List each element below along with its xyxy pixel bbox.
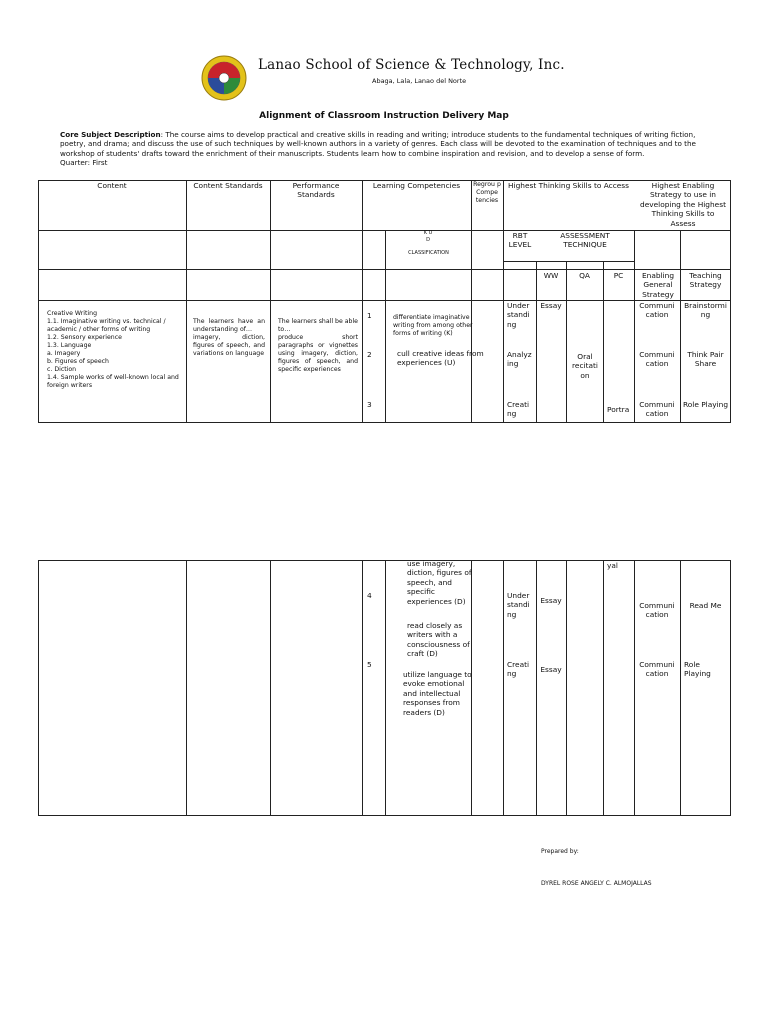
header-content: Content — [97, 181, 127, 190]
enabling-strategy: Communi cation — [639, 660, 675, 679]
rbt-level: Under standi ng — [507, 301, 530, 329]
header-teaching-strategy: Teaching Strategy — [689, 271, 722, 290]
rbt-level: Creati ng — [507, 660, 530, 679]
header-highest-thinking: Highest Thinking Skills to Access — [507, 181, 630, 190]
assessment-pc: yal — [607, 561, 618, 570]
rbt-level: Under standi ng — [507, 591, 530, 619]
enabling-strategy: Communi cation — [639, 301, 675, 320]
assessment-ww: Essay — [540, 596, 562, 605]
rbt-level: Creati ng — [507, 400, 530, 419]
competency-text: utilize language to evoke emotional and intellectual responses from readers (D) — [403, 670, 472, 717]
assessment-ww: Essay — [540, 301, 562, 310]
competency-number: 5 — [367, 660, 372, 669]
competency-number: 1 — [367, 311, 372, 320]
teaching-strategy: Role Playing — [682, 400, 729, 409]
header-enabling-general-strategy: Enabling General Strategy — [641, 271, 675, 299]
competency-text: cull creative ideas from experiences (U) — [397, 349, 484, 368]
competency-text: use imagery, diction, figures of speech, and specific experiences (D) — [407, 559, 472, 606]
enabling-strategy: Communi cation — [639, 350, 675, 369]
assessment-pc: Portra — [607, 405, 630, 414]
quarter-label: Quarter: First — [60, 157, 108, 167]
document-title: Alignment of Classroom Instruction Delivery Map — [259, 111, 509, 121]
competency-text: read closely as writers with a consciousness of craft (D) — [407, 621, 470, 659]
performance-standard-text: The learners shall be able to… produce short paragraphs or vignettes using imagery, diction, figures of speech, and specific experiences — [278, 318, 358, 373]
header-regroup-competencies: Regrou p Compe tencies — [473, 181, 501, 204]
rbt-level: Analyz ing — [507, 350, 532, 369]
description-text: : The course aims to develop practical and creative skills in reading and writing; introduce students to the fundamental techniques of writing fiction, poetry, and drama; and discuss the use of such techniques by well-known authors in a variety of genres. Each class will be devoted to the examination of techniques and to the workshop of students' drafts toward the enrichment of their manuscripts. Students learn how to combine inspiration and revision, and to develop a sense of form. — [60, 130, 696, 158]
competency-text: differentiate imaginative writing from among other forms of writing (K) — [393, 314, 473, 337]
assessment-ww: Essay — [540, 665, 562, 674]
teaching-strategy: Think Pair Share — [687, 350, 724, 369]
teaching-strategy: Brainstormi ng — [684, 301, 727, 320]
school-address: Abaga, Lala, Lanao del Norte — [372, 77, 467, 85]
header-classification: CLASSIFICATION — [408, 250, 449, 256]
enabling-strategy: Communi cation — [639, 601, 675, 620]
header-learning-competencies: Learning Competencies — [372, 181, 461, 190]
header-highest-enabling: Highest Enabling Strategy to use in developing the Highest Thinking Skills to Assess — [640, 181, 726, 228]
content-standard-text: The learners have an understanding of… imagery, diction, figures of speech, and variations on language — [193, 318, 265, 357]
content-text: Creative Writing 1.1. Imaginative writing vs. technical / academic / other forms of writing 1.2. Sensory experience 1.3. Language a. Imagery b. Figures of speech c. Diction 1.4. Sample works of well-known local and foreign writers — [47, 310, 179, 389]
header-content-standards: Content Standards — [193, 181, 263, 190]
competency-number: 3 — [367, 400, 372, 409]
enabling-strategy: Communi cation — [639, 400, 675, 419]
competency-number: 2 — [367, 350, 372, 359]
header-pc: PC — [613, 271, 624, 280]
teaching-strategy: Role Playing — [684, 660, 711, 679]
header-performance-standards: Performance Standards — [292, 181, 340, 200]
header-assessment-technique: ASSESSMENT TECHNIQUE — [560, 231, 610, 250]
course-description — [60, 130, 722, 167]
school-name: Lanao School of Science & Technology, Inc. — [258, 57, 565, 73]
preparer-name: DYREL ROSE ANGELY C. ALMOJALLAS — [541, 880, 652, 887]
header-kud: K U D — [423, 230, 433, 243]
competency-number: 4 — [367, 591, 372, 600]
header-qa: QA — [579, 271, 590, 280]
header-rbt-level: RBT LEVEL — [508, 231, 532, 250]
school-logo — [201, 55, 247, 101]
prepared-by-label: Prepared by: — [541, 848, 579, 855]
assessment-qa: Oral recitati on — [572, 352, 598, 380]
header-ww: WW — [543, 271, 559, 280]
description-label: Core Subject Description — [60, 130, 161, 139]
teaching-strategy: Read Me — [689, 601, 722, 610]
